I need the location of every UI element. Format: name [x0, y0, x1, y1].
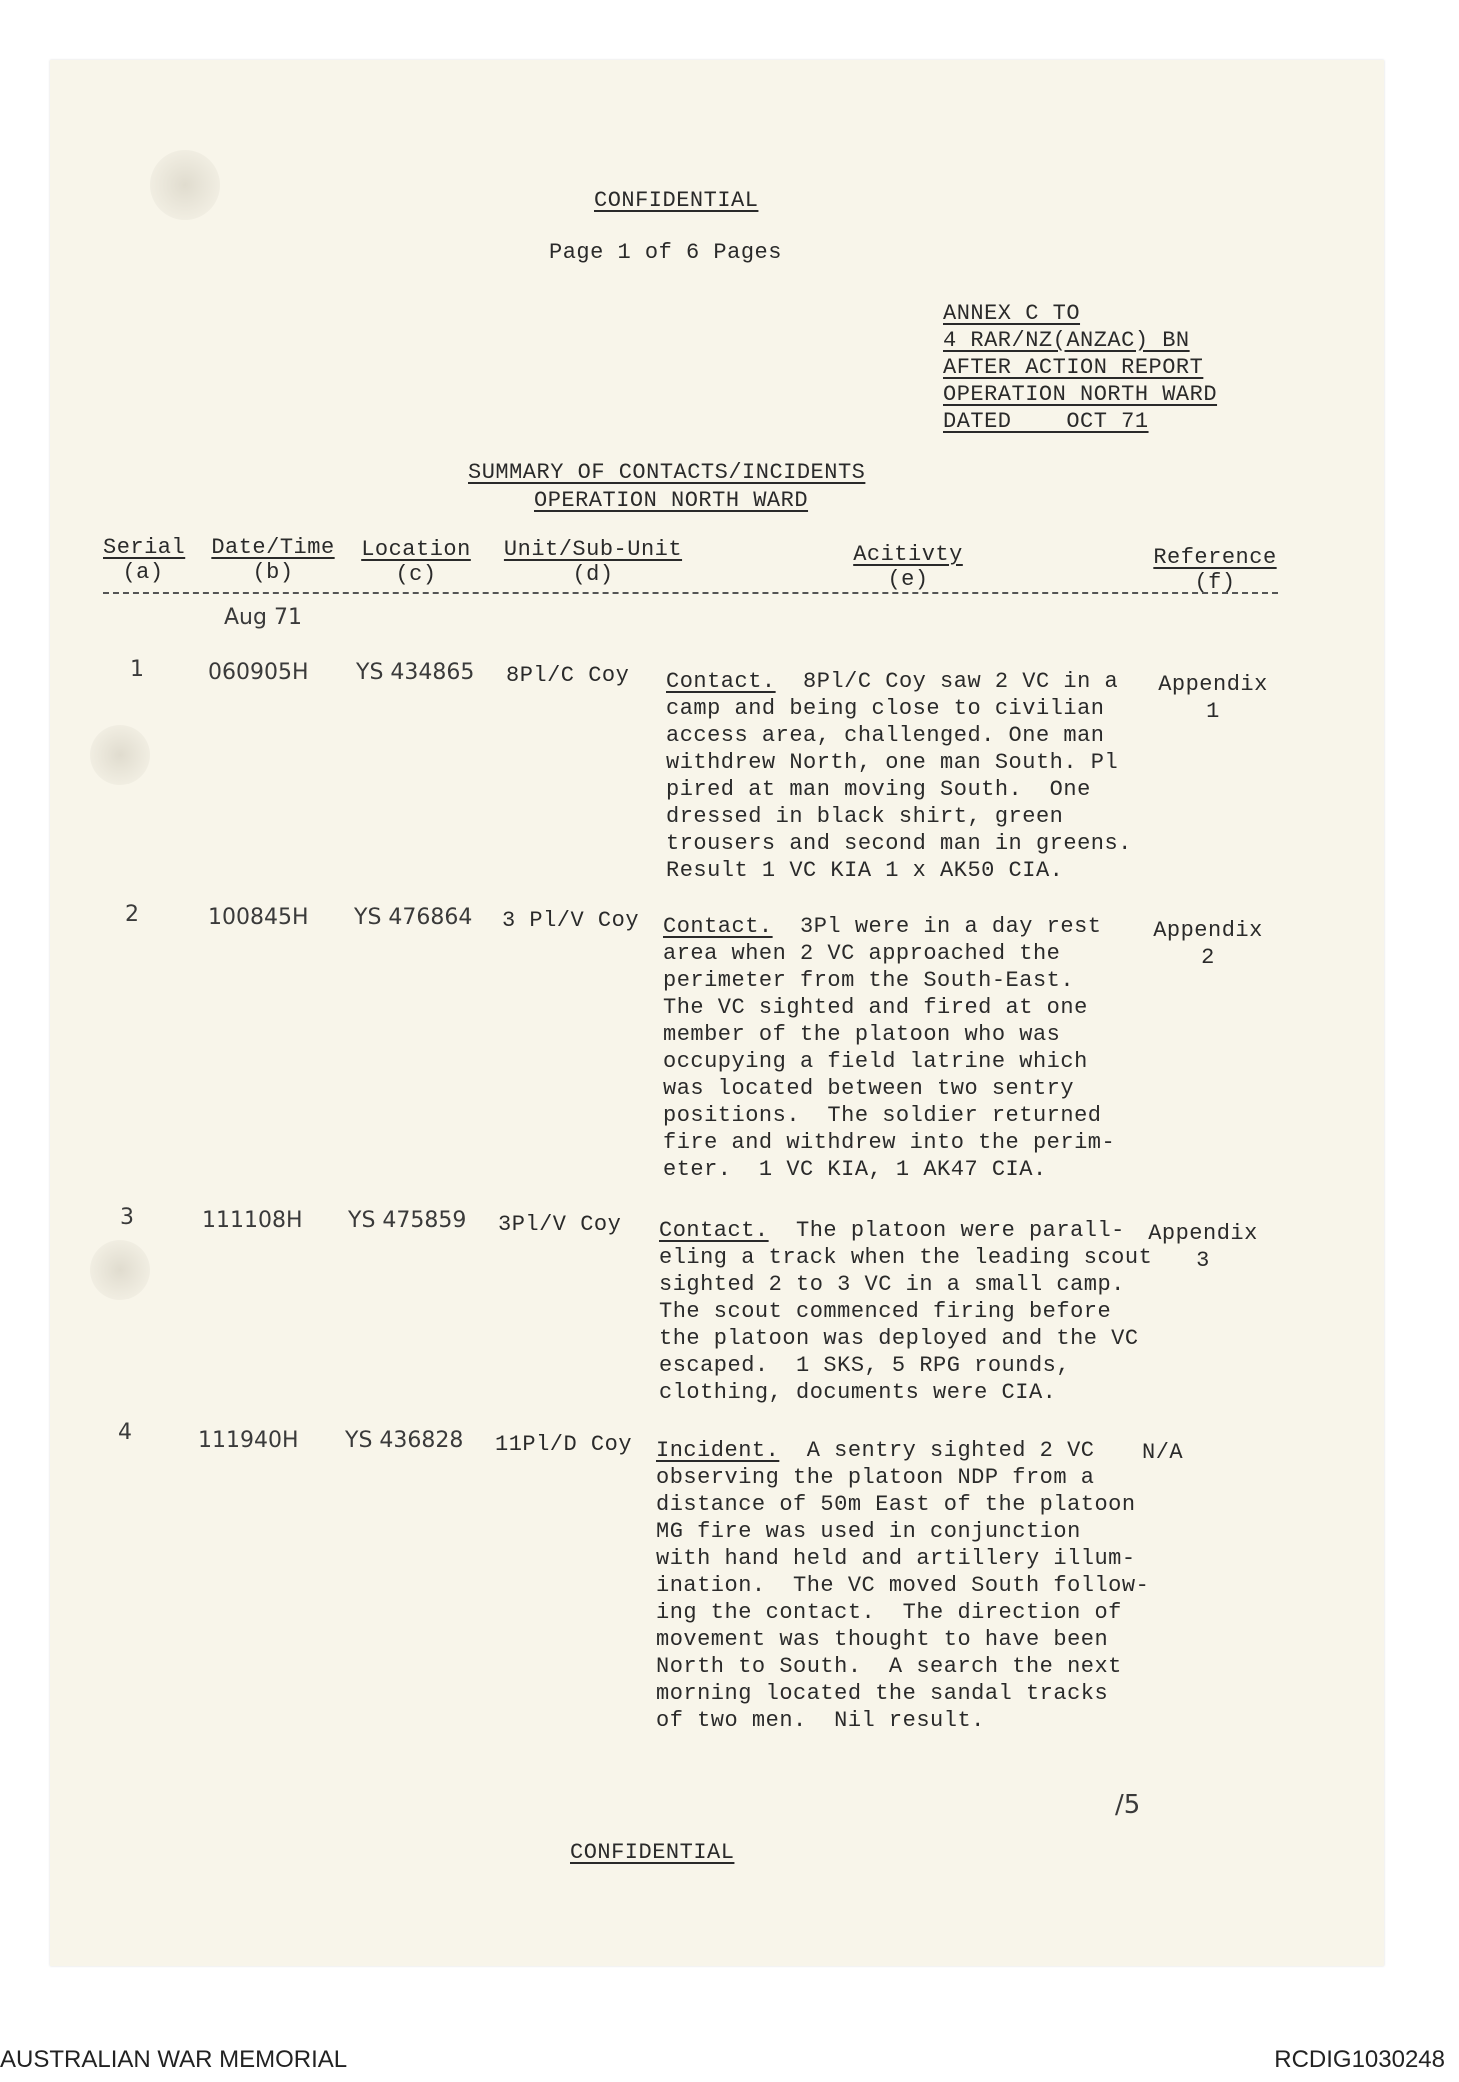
row-unit: 3 Pl/V Coy	[502, 908, 640, 933]
column-header-location: Location (c)	[361, 537, 471, 587]
row-datetime: 060905H	[208, 660, 309, 685]
report-subtitle: OPERATION NORTH WARD	[534, 488, 809, 513]
annex-line: OPERATION NORTH WARD	[943, 382, 1218, 407]
row-datetime: 111940H	[198, 1428, 299, 1453]
row-reference: Appendix 1	[1158, 672, 1268, 724]
row-activity: Incident. A sentry sighted 2 VC observing the platoon NDP from a distance of 50m East of the platoon MG fire was used in conjunction with hand held and artillery illum- ination. The VC moved South follow- ing the contact. The direction of movement was thought to have been North to South. A search the next morning located the sandal tracks of two men. Nil result.	[656, 1438, 1150, 1733]
row-reference: N/A	[1142, 1440, 1184, 1465]
row-serial: 3	[120, 1205, 134, 1230]
row-activity: Contact. 3Pl were in a day rest area when 2 VC approached the perimeter from the South-East. The VC sighted and fired at one member of the platoon who was occupying a field latrine which was located between two sentry positions. The soldier returned fire and withdrew into the perim- eter. 1 VC KIA, 1 AK47 CIA.	[663, 914, 1116, 1182]
row-activity: Contact. 8Pl/C Coy saw 2 VC in a camp and being close to civilian access area, challenged. One man withdrew North, one man South. Pl pired at man moving South. One dressed in black shirt, green trousers and second man in greens. Result 1 VC KIA 1 x AK50 CIA.	[666, 669, 1132, 883]
column-header-activity: Acitivty (e)	[853, 542, 963, 592]
row-activity: Contact. The platoon were parall- eling a track when the leading scout sighted 2 to 3 VC in a small camp. The scout commenced firing before the platoon was deployed and the VC escaped. 1 SKS, 5 RPG rounds, clothing, documents were CIA.	[659, 1218, 1153, 1405]
row-unit: 8Pl/C Coy	[506, 663, 630, 688]
activity-type: Contact.	[666, 669, 776, 694]
activity-type: Contact.	[663, 914, 773, 939]
row-unit: 11Pl/D Coy	[495, 1432, 633, 1457]
header-rule	[103, 592, 1278, 594]
row-datetime: 100845H	[208, 905, 309, 930]
paper-smudge	[150, 150, 220, 220]
column-header-serial: Serial (a)	[103, 535, 186, 585]
row-location: YS 434865	[356, 660, 475, 685]
archive-id: RCDIG1030248	[1274, 2046, 1445, 2073]
report-title: SUMMARY OF CONTACTS/INCIDENTS	[468, 460, 866, 485]
activity-type: Contact.	[659, 1218, 769, 1243]
annex-line: 4 RAR/NZ(ANZAC) BN	[943, 328, 1190, 353]
paper-smudge	[90, 1240, 150, 1300]
row-serial: 4	[118, 1420, 132, 1445]
activity-type: Incident.	[656, 1438, 780, 1463]
row-reference: Appendix 2	[1153, 918, 1263, 970]
annex-line: ANNEX C TO	[943, 301, 1081, 326]
page-number: Page 1 of 6 Pages	[549, 240, 782, 265]
month-label: Aug 71	[224, 605, 302, 630]
column-header-reference: Reference (f)	[1153, 545, 1277, 595]
row-location: YS 476864	[354, 905, 473, 930]
classification-footer: CONFIDENTIAL	[570, 1840, 735, 1865]
page-continuation-mark: /5	[1115, 1790, 1141, 1820]
annex-line: AFTER ACTION REPORT	[943, 355, 1204, 380]
row-location: YS 475859	[348, 1208, 467, 1233]
annex-block	[943, 300, 1217, 435]
archive-label: AUSTRALIAN WAR MEMORIAL	[0, 2046, 348, 2073]
row-datetime: 111108H	[202, 1208, 303, 1233]
classification-header: CONFIDENTIAL	[594, 188, 759, 213]
column-header-unit: Unit/Sub-Unit (d)	[503, 537, 683, 587]
annex-line: DATED OCT 71	[943, 409, 1149, 434]
row-unit: 3Pl/V Coy	[498, 1212, 622, 1237]
row-serial: 2	[125, 902, 139, 927]
paper-smudge	[90, 725, 150, 785]
row-reference: Appendix 3	[1148, 1221, 1258, 1273]
column-header-datetime: Date/Time (b)	[211, 535, 335, 585]
row-serial: 1	[130, 657, 144, 682]
row-location: YS 436828	[345, 1428, 464, 1453]
